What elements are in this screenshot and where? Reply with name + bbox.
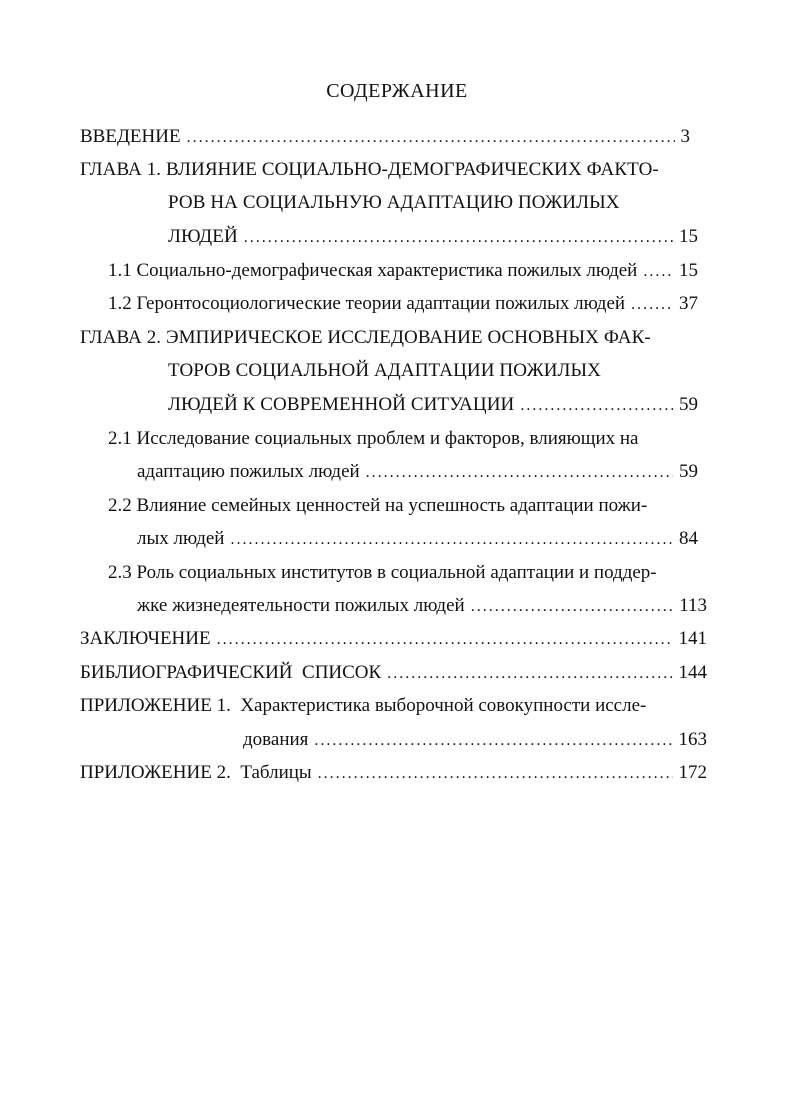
page-number: 141: [678, 628, 707, 649]
toc-entry-intro: [80, 125, 690, 149]
toc-entry-section-1-1: [108, 259, 698, 283]
entry-text: ЗАКЛЮЧЕНИЕ: [80, 628, 211, 649]
toc-title: СОДЕРЖАНИЕ: [326, 80, 468, 102]
entry-text: 1.1 Социально-демографическая характеристика пожилых людей: [108, 260, 638, 281]
page-number: 163: [678, 729, 707, 750]
page-number: 3: [680, 126, 690, 147]
entry-text: дования: [243, 729, 309, 750]
entry-text: ЛЮДЕЙ: [168, 226, 238, 247]
section-2-2-line-1: 2.2 Влияние семейных ценностей на успешность адаптации пожи-: [108, 495, 648, 516]
entry-text: ПРИЛОЖЕНИЕ 2. Таблицы: [80, 762, 312, 783]
entry-text: лых людей: [137, 528, 225, 549]
leader-dots: [244, 226, 673, 250]
leader-dots: [366, 461, 673, 485]
toc-entry-section-2-2: [137, 527, 698, 551]
chapter-1-line-1: ГЛАВА 1. ВЛИЯНИЕ СОЦИАЛЬНО-ДЕМОГРАФИЧЕСКИХ ФАКТО-: [80, 159, 659, 180]
chapter-1-line-2: РОВ НА СОЦИАЛЬНУЮ АДАПТАЦИЮ ПОЖИЛЫХ: [168, 192, 620, 213]
page-number: 59: [679, 461, 698, 482]
page-number: 37: [679, 293, 698, 314]
page-number: 59: [679, 394, 698, 415]
appendix-1-line-1: ПРИЛОЖЕНИЕ 1. Характеристика выборочной совокупности иссле-: [80, 695, 647, 716]
leader-dots: [387, 662, 672, 686]
leader-dots: [520, 394, 673, 418]
page-number: 15: [679, 226, 698, 247]
section-2-1-line-1: 2.1 Исследование социальных проблем и факторов, влияющих на: [108, 428, 639, 449]
chapter-2-line-1: ГЛАВА 2. ЭМПИРИЧЕСКОЕ ИССЛЕДОВАНИЕ ОСНОВНЫХ ФАК-: [80, 327, 651, 348]
leader-dots: [643, 260, 673, 284]
entry-text: адаптацию пожилых людей: [137, 461, 360, 482]
chapter-2-line-2: ТОРОВ СОЦИАЛЬНОЙ АДАПТАЦИИ ПОЖИЛЫХ: [168, 360, 601, 381]
toc-entry-conclusion: [80, 627, 707, 651]
toc-entry-section-1-2: [108, 292, 698, 316]
toc-entry-appendix-2: [80, 761, 707, 785]
toc-entry-section-2-1: [137, 460, 698, 484]
page-number: 15: [679, 260, 698, 281]
leader-dots: [318, 762, 673, 786]
entry-text: жке жизнедеятельности пожилых людей: [137, 595, 465, 616]
leader-dots: [471, 595, 673, 619]
entry-text: БИБЛИОГРАФИЧЕСКИЙ СПИСОК: [80, 662, 382, 683]
page-number: 144: [678, 662, 707, 683]
toc-entry-chapter-2: [168, 393, 698, 417]
leader-dots: [631, 293, 673, 317]
section-2-3-line-1: 2.3 Роль социальных институтов в социальной адаптации и поддер-: [108, 562, 657, 583]
leader-dots: [187, 126, 675, 150]
page-number: 84: [679, 528, 698, 549]
entry-text: ВВЕДЕНИЕ: [80, 126, 181, 147]
leader-dots: [217, 628, 673, 652]
page-number: 113: [679, 595, 707, 616]
entry-text: 1.2 Геронтосоциологические теории адаптации пожилых людей: [108, 293, 626, 314]
toc-entry-section-2-3: [137, 594, 707, 618]
toc-entry-bibliography: [80, 661, 707, 685]
entry-text: ЛЮДЕЙ К СОВРЕМЕННОЙ СИТУАЦИИ: [168, 394, 515, 415]
leader-dots: [314, 729, 672, 753]
toc-entry-appendix-1: [243, 728, 707, 752]
page-number: 172: [678, 762, 707, 783]
leader-dots: [230, 528, 673, 552]
toc-entry-chapter-1: [168, 225, 698, 249]
